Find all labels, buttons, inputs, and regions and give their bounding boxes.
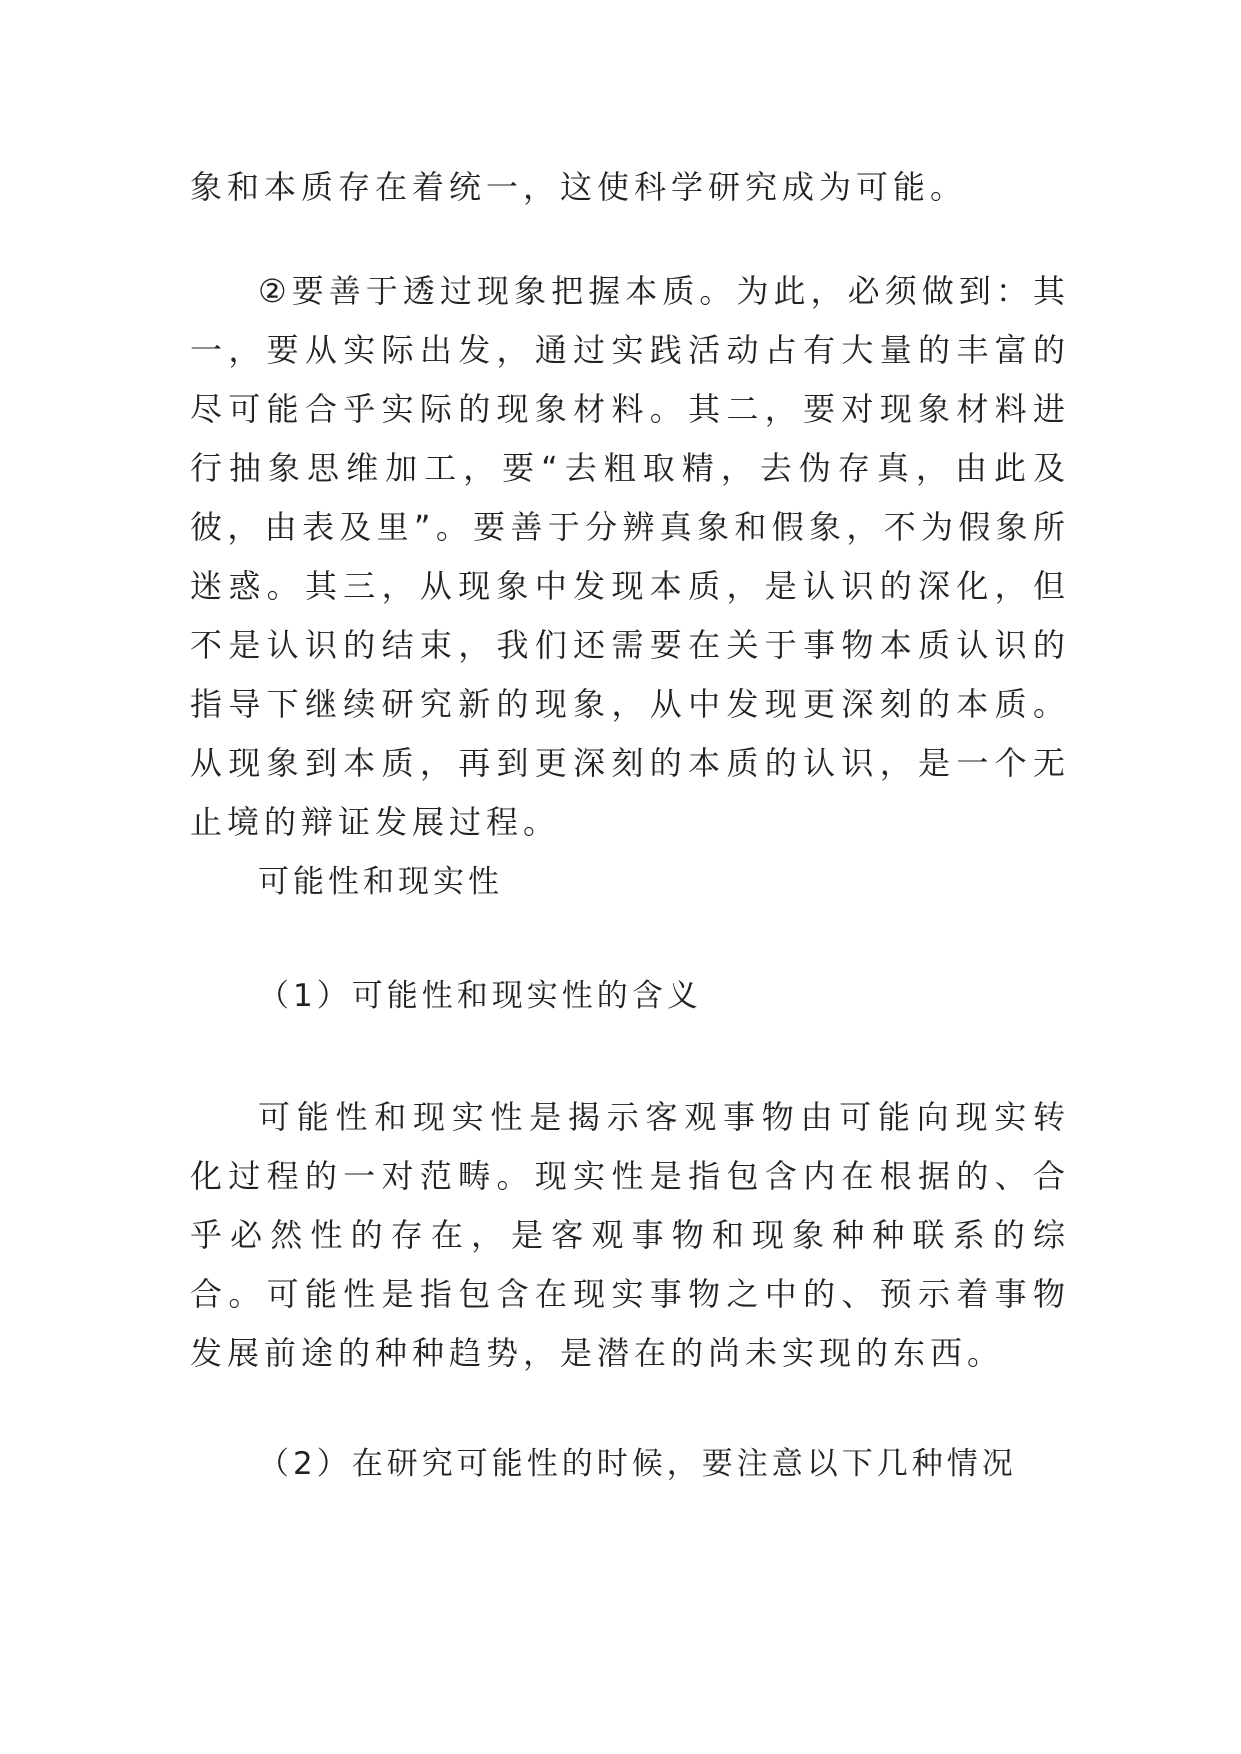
subheading-meaning: （1）可能性和现实性的含义	[258, 978, 702, 1014]
subheading-research-notes: （2）在研究可能性的时候，要注意以下几种情况	[258, 1446, 1017, 1482]
paragraph-essence-grasping: ②要善于透过现象把握本质。为此，必须做到：其一，要从实际出发，通过实践活动占有大量的丰富的尽可能合乎实际的现象材料。其二，要对现象材料进行抽象思维加工，要“去粗取精，去伪存真，由此及彼，由表及里”。要善于分辨真象和假象，不为假象所迷惑。其三，从现象中发现本质，是认识的深化，但不是认识的结束，我们还需要在关于事物本质认识的指导下继续研究新的现象，从中发现更深刻的本质。从现象到本质，再到更深刻的本质的认识，是一个无止境的辩证发展过程。	[190, 272, 1070, 841]
paragraph-meaning-definition: 可能性和现实性是揭示客观事物由可能向现实转化过程的一对范畴。现实性是指包含内在根据的、合乎必然性的存在，是客观事物和现象种种联系的综合。可能性是指包含在现实事物之中的、预示着事物发展前途的种种趋势，是潜在的尚未实现的东西。	[190, 1098, 1070, 1372]
paragraph-continuation: 象和本质存在着统一，这使科学研究成为可能。	[190, 168, 968, 206]
section-heading-possibility-reality: 可能性和现实性	[258, 864, 503, 900]
